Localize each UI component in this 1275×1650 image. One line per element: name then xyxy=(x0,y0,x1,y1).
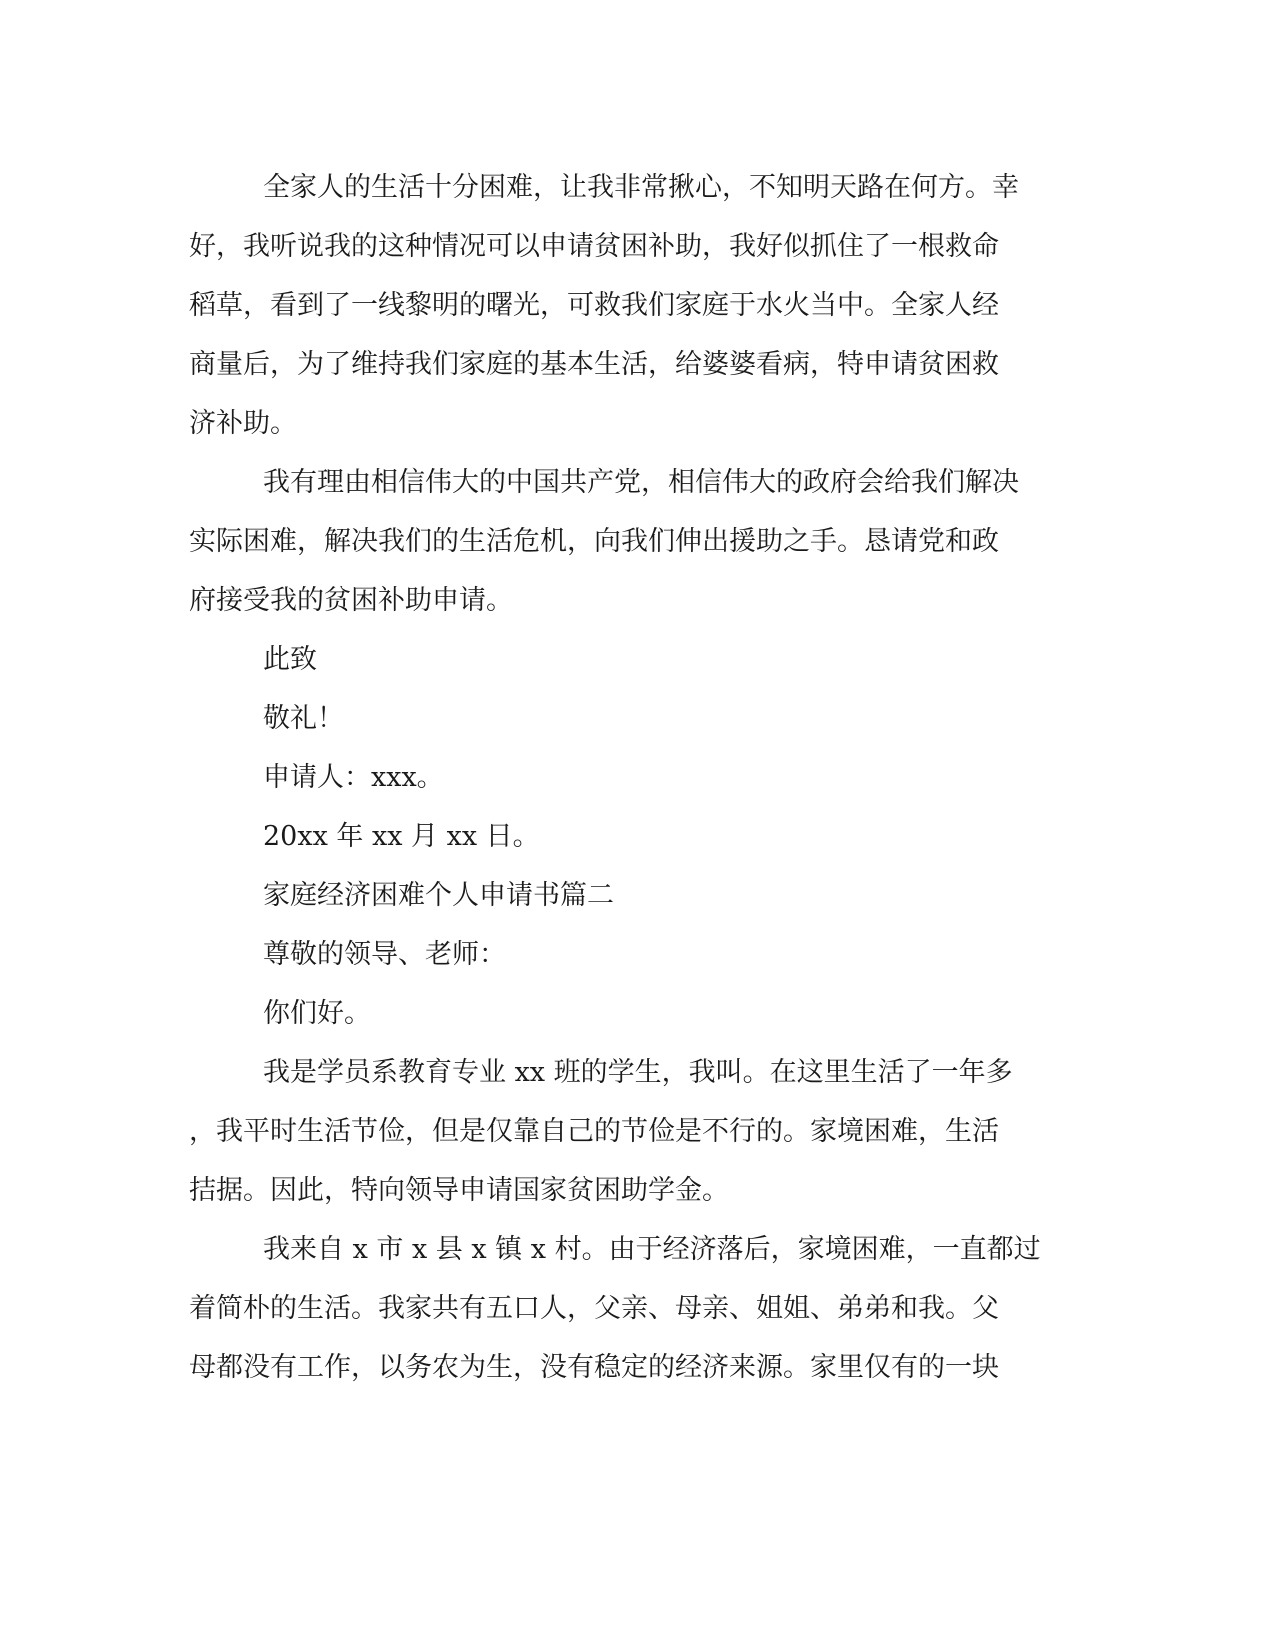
section-title: 家庭经济困难个人申请书篇二 xyxy=(263,880,614,911)
paragraph-line: 母都没有工作，以务农为生，没有稳定的经济来源。家里仅有的一块 xyxy=(189,1352,999,1383)
paragraph-line: 府接受我的贫困补助申请。 xyxy=(189,585,513,616)
paragraph-line: 好，我听说我的这种情况可以申请贫困补助，我好似抓住了一根救命 xyxy=(189,231,999,262)
salutation-line: 尊敬的领导、老师： xyxy=(263,939,506,970)
paragraph-line: 商量后，为了维持我们家庭的基本生活，给婆婆看病，特申请贫困救 xyxy=(189,349,999,380)
date-line: 20xx 年 xx 月 xx 日。 xyxy=(263,821,540,852)
paragraph-line: 拮据。因此，特向领导申请国家贫困助学金。 xyxy=(189,1175,729,1206)
paragraph-line: 稻草，看到了一线黎明的曙光，可救我们家庭于水火当中。全家人经 xyxy=(189,290,999,321)
paragraph-line: 着简朴的生活。我家共有五口人，父亲、母亲、姐姐、弟弟和我。父 xyxy=(189,1293,999,1324)
paragraph-line: 我来自 x 市 x 县 x 镇 x 村。由于经济落后，家境困难，一直都过 xyxy=(263,1234,1041,1265)
paragraph-line: 我是学员系教育专业 xx 班的学生，我叫。在这里生活了一年多 xyxy=(263,1057,1013,1088)
paragraph-line: ，我平时生活节俭，但是仅靠自己的节俭是不行的。家境困难，生活 xyxy=(189,1116,999,1147)
greeting-line: 你们好。 xyxy=(263,998,371,1029)
paragraph-line: 全家人的生活十分困难，让我非常揪心，不知明天路在何方。幸 xyxy=(263,172,1019,203)
paragraph-line: 济补助。 xyxy=(189,408,297,439)
paragraph-line: 我有理由相信伟大的中国共产党，相信伟大的政府会给我们解决 xyxy=(263,467,1019,498)
closing-line: 此致 xyxy=(263,644,317,675)
closing-salute: 敬礼！ xyxy=(263,703,344,734)
paragraph-line: 实际困难，解决我们的生活危机，向我们伸出援助之手。恳请党和政 xyxy=(189,526,999,557)
applicant-line: 申请人：xxx。 xyxy=(263,762,444,793)
